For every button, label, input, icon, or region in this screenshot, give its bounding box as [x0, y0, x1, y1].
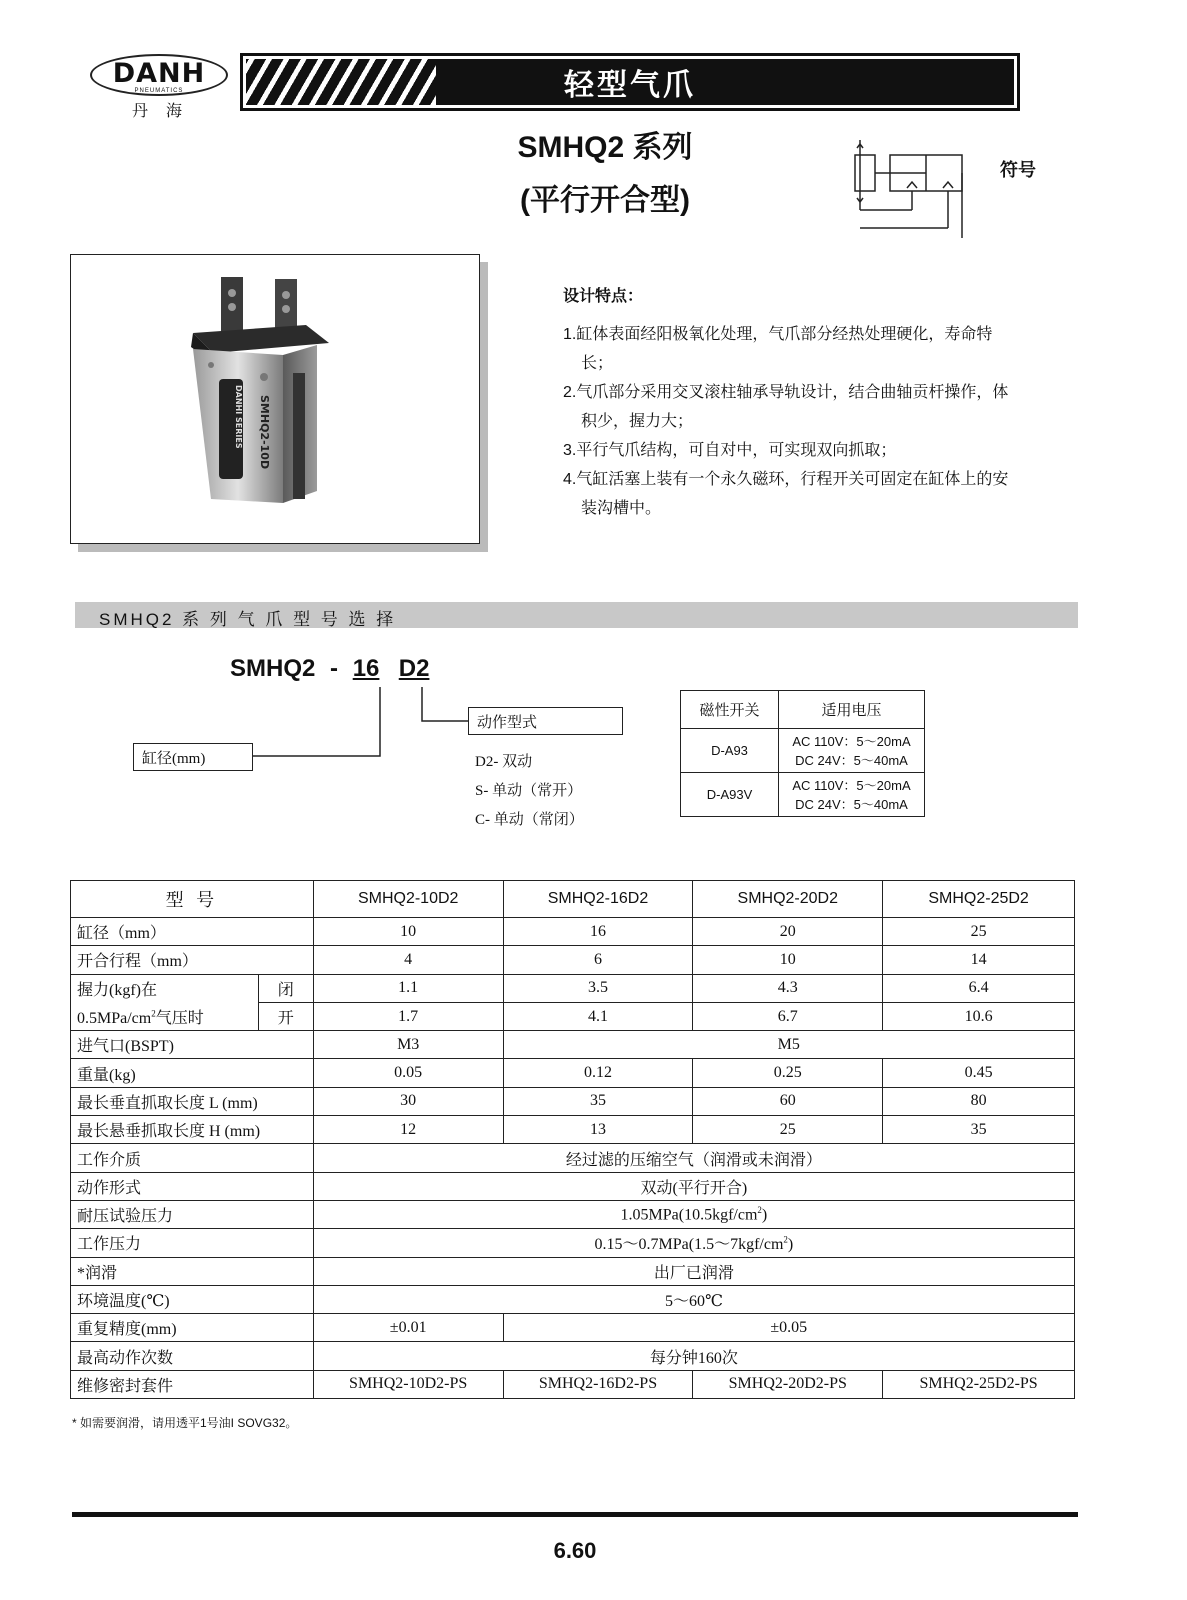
table-row	[71, 1002, 1075, 1030]
table-row	[71, 946, 1075, 974]
logo-brand-text: DANH	[112, 58, 206, 89]
cell: 6	[503, 946, 693, 974]
row-label: 重量(kg)	[71, 1059, 314, 1087]
cell: ±0.05	[503, 1314, 1074, 1342]
cell: 25	[883, 918, 1075, 946]
cell: 6.4	[883, 974, 1075, 1002]
features-title: 设计特点：	[563, 288, 644, 305]
table-row	[71, 974, 1075, 1002]
cell: 10	[313, 918, 503, 946]
action-label-box: 动作型式	[468, 707, 623, 735]
switch-header: 适用电压	[779, 691, 925, 729]
row-label: 最长垂直抓取长度 L (mm)	[71, 1087, 314, 1115]
leader-lines	[0, 0, 700, 800]
cell: 14	[883, 946, 1075, 974]
feature-item: 3.平行气爪结构，可自对中，可实现双向抓取；	[563, 442, 897, 459]
cell: 35	[503, 1087, 693, 1115]
cell: 1.1	[313, 974, 503, 1002]
page-number: 6.60	[553, 1538, 597, 1563]
bore-label-box: 缸径(mm)	[133, 743, 253, 771]
header-model: SMHQ2-25D2	[883, 881, 1075, 918]
cell: ±0.01	[313, 1314, 503, 1342]
table-row	[71, 1285, 1075, 1313]
cell: 80	[883, 1087, 1075, 1115]
cell: 60	[693, 1087, 883, 1115]
row-label: 重复精度(mm)	[71, 1314, 314, 1342]
row-label: 缸径（mm）	[71, 918, 314, 946]
row-label: 环境温度(℃)	[71, 1285, 314, 1313]
photo-series-text: DANHI SERIES	[234, 385, 243, 449]
table-row	[71, 1059, 1075, 1087]
cell: 10.6	[883, 1002, 1075, 1030]
sub-label: 开	[258, 1002, 313, 1030]
row-label: $0.5MPa/cm^2$气压时	[71, 1002, 259, 1030]
row-label: 握力(kgf)在	[71, 974, 259, 1002]
section-title: SMHQ2 系 列 气 爪 型 号 选 择	[99, 610, 397, 629]
action-option: S- 单动（常开）	[475, 783, 583, 799]
cell: 25	[693, 1116, 883, 1144]
table-row	[71, 1200, 1075, 1228]
symbol-label: 符号	[1000, 160, 1036, 180]
table-row	[71, 1087, 1075, 1115]
code-prefix: SMHQ2	[230, 655, 316, 682]
cell: SMHQ2-25D2-PS	[883, 1370, 1075, 1398]
cell: 6.7	[693, 1002, 883, 1030]
cell: 3.5	[503, 974, 693, 1002]
cell: SMHQ2-20D2-PS	[693, 1370, 883, 1398]
table-row	[71, 918, 1075, 946]
cell: 双动(平行开合)	[313, 1172, 1074, 1200]
row-label: 耐压试验压力	[71, 1200, 314, 1228]
pneumatic-symbol-icon	[850, 140, 990, 240]
action-option: D2- 双动	[475, 754, 533, 770]
cell: 经过滤的压缩空气（润滑或未润滑）	[313, 1144, 1074, 1172]
row-label: 动作形式	[71, 1172, 314, 1200]
series-subtitle: (平行开合型)	[520, 184, 690, 217]
row-label: 维修密封套件	[71, 1370, 314, 1398]
feature-item: 4.气缸活塞上装有一个永久磁环，行程开关可固定在缸体上的安装沟槽中。	[563, 471, 1009, 517]
cell: $1.05MPa(10.5kgf/cm^2)$	[313, 1200, 1074, 1228]
cell: SMHQ2-10D2-PS	[313, 1370, 503, 1398]
switch-model: D-A93	[681, 729, 779, 773]
switch-model: D-A93V	[681, 773, 779, 817]
cell: SMHQ2-16D2-PS	[503, 1370, 693, 1398]
cell: 20	[693, 918, 883, 946]
action-option: C- 单动（常闭）	[475, 812, 584, 828]
cell: 30	[313, 1087, 503, 1115]
table-row	[71, 1116, 1075, 1144]
cell: 35	[883, 1116, 1075, 1144]
table-row	[71, 1031, 1075, 1059]
table-row	[71, 881, 1075, 918]
table-row	[71, 1314, 1075, 1342]
feature-item: 2.气爪部分采用交叉滚柱轴承导轨设计，结合曲轴贡杆操作，体积少，握力大；	[563, 384, 1009, 430]
cell: 10	[693, 946, 883, 974]
cell: 0.05	[313, 1059, 503, 1087]
photo-model-text: SMHQ2-10D	[258, 395, 271, 470]
switch-voltage: AC 110V：5～20mA DC 24V：5～40mA	[779, 773, 925, 817]
switch-voltage: AC 110V：5～20mA DC 24V：5～40mA	[779, 729, 925, 773]
table-row	[71, 1257, 1075, 1285]
code-bore: 16	[352, 655, 380, 682]
header-model: SMHQ2-10D2	[313, 881, 503, 918]
header-model: SMHQ2-16D2	[503, 881, 693, 918]
cell: 出厂已润滑	[313, 1257, 1074, 1285]
row-label: 开合行程（mm）	[71, 946, 314, 974]
switch-table	[680, 690, 925, 817]
cell: 16	[503, 918, 693, 946]
row-label: 工作介质	[71, 1144, 314, 1172]
cell: $0.15\sim 0.7MPa(1.5\sim 7kgf/cm^2)$	[313, 1229, 1074, 1257]
cell: 4	[313, 946, 503, 974]
code-action: D2	[398, 655, 430, 682]
row-label: *润滑	[71, 1257, 314, 1285]
cell: 4.3	[693, 974, 883, 1002]
cell: M5	[503, 1031, 1074, 1059]
table-row	[71, 1342, 1075, 1370]
header-model: SMHQ2-20D2	[693, 881, 883, 918]
footnote: * 如需要润滑，请用透平1号油I SOVG32。	[72, 1416, 298, 1430]
bottom-rule	[72, 1512, 1078, 1517]
series-title: SMHQ2 系列	[517, 131, 693, 164]
cell: 0.25	[693, 1059, 883, 1087]
cell: 5～60℃	[313, 1285, 1074, 1313]
cell: 0.45	[883, 1059, 1075, 1087]
table-row	[71, 1229, 1075, 1257]
logo-chinese-text: 丹海	[131, 103, 200, 120]
switch-header: 磁性开关	[681, 691, 779, 729]
table-row	[71, 1172, 1075, 1200]
cell: M3	[313, 1031, 503, 1059]
row-label: 进气口(BSPT)	[71, 1031, 314, 1059]
cell: 13	[503, 1116, 693, 1144]
table-row	[71, 1144, 1075, 1172]
row-label: 最高动作次数	[71, 1342, 314, 1370]
cell: 1.7	[313, 1002, 503, 1030]
banner-title: 轻型气爪	[564, 69, 696, 102]
code-dash: -	[330, 655, 339, 682]
row-label: 最长悬垂抓取长度 H (mm)	[71, 1116, 314, 1144]
sub-label: 闭	[258, 974, 313, 1002]
header-label: 型 号	[71, 881, 314, 918]
cell: 0.12	[503, 1059, 693, 1087]
action-options	[475, 748, 584, 835]
feature-item: 1.缸体表面经阳极氧化处理，气爪部分经热处理硬化，寿命特长；	[563, 326, 993, 372]
table-row	[71, 1370, 1075, 1398]
cell: 4.1	[503, 1002, 693, 1030]
row-label: 工作压力	[71, 1229, 314, 1257]
cell: 12	[313, 1116, 503, 1144]
logo-sub-text: PNEUMATICS	[134, 88, 184, 94]
cell: 每分钟160次	[313, 1342, 1074, 1370]
spec-table	[70, 880, 1075, 1399]
